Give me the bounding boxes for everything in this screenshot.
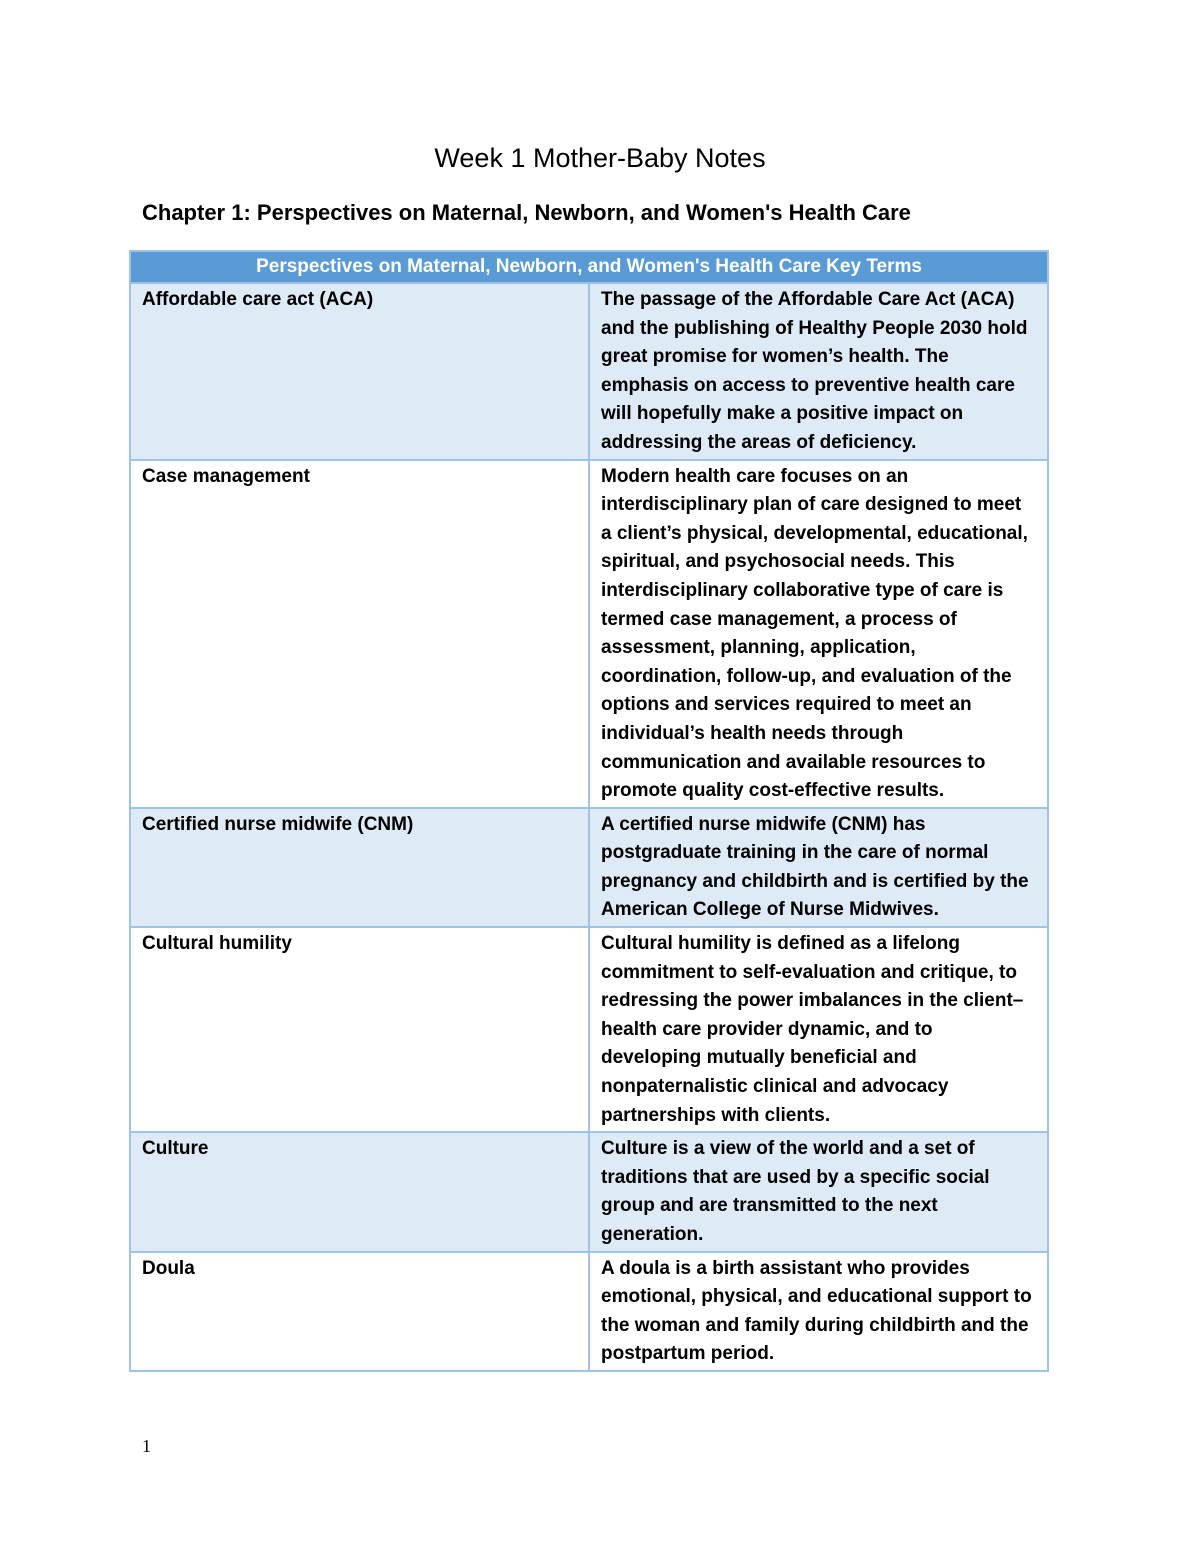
definition-cell: The passage of the Affordable Care Act (ACA) and the publishing of Healthy People 2030 hold great promise for women’s health. The emphasis on access to preventive health care will hopefully make a positive impact on addressing the areas of deficiency. — [589, 283, 1048, 460]
table-header-row — [130, 251, 1048, 283]
table-row — [130, 808, 1048, 927]
table-row — [130, 460, 1048, 808]
term-cell: Doula — [130, 1252, 589, 1371]
page-title: Week 1 Mother-Baby Notes — [434, 143, 766, 173]
definition-cell: Cultural humility is defined as a lifelong commitment to self-evaluation and critique, to redressing the power imbalances in the client–health care provider dynamic, and to developing mutually beneficial and nonpaternalistic clinical and advocacy partnerships with clients. — [589, 927, 1048, 1132]
key-terms-table — [129, 250, 1049, 1372]
definition-cell: Modern health care focuses on an interdisciplinary plan of care designed to meet a client’s physical, developmental, educational, spiritual, and psychosocial needs. This interdisciplinary collaborative type of care is termed case management, a process of assessment, planning, application, coordination, follow-up, and evaluation of the options and services required to meet an individual’s health needs through communication and available resources to promote quality cost-effective results. — [589, 460, 1048, 808]
chapter-heading: Chapter 1: Perspectives on Maternal, Newborn, and Women's Health Care — [142, 200, 911, 225]
definition-cell: Culture is a view of the world and a set of traditions that are used by a specific social group and are transmitted to the next generation. — [589, 1132, 1048, 1251]
table-row — [130, 283, 1048, 460]
term-cell: Affordable care act (ACA) — [130, 283, 589, 460]
table-header: Perspectives on Maternal, Newborn, and Women's Health Care Key Terms — [130, 251, 1048, 283]
term-cell: Certified nurse midwife (CNM) — [130, 808, 589, 927]
table-row — [130, 927, 1048, 1132]
term-cell: Culture — [130, 1132, 589, 1251]
definition-cell: A doula is a birth assistant who provides emotional, physical, and educational support to the woman and family during childbirth and the postpartum period. — [589, 1252, 1048, 1371]
table-row — [130, 1252, 1048, 1371]
term-cell: Cultural humility — [130, 927, 589, 1132]
definition-cell: A certified nurse midwife (CNM) has postgraduate training in the care of normal pregnancy and childbirth and is certified by the American College of Nurse Midwives. — [589, 808, 1048, 927]
page-number: 1 — [142, 1436, 151, 1456]
term-cell: Case management — [130, 460, 589, 808]
table-row — [130, 1132, 1048, 1251]
